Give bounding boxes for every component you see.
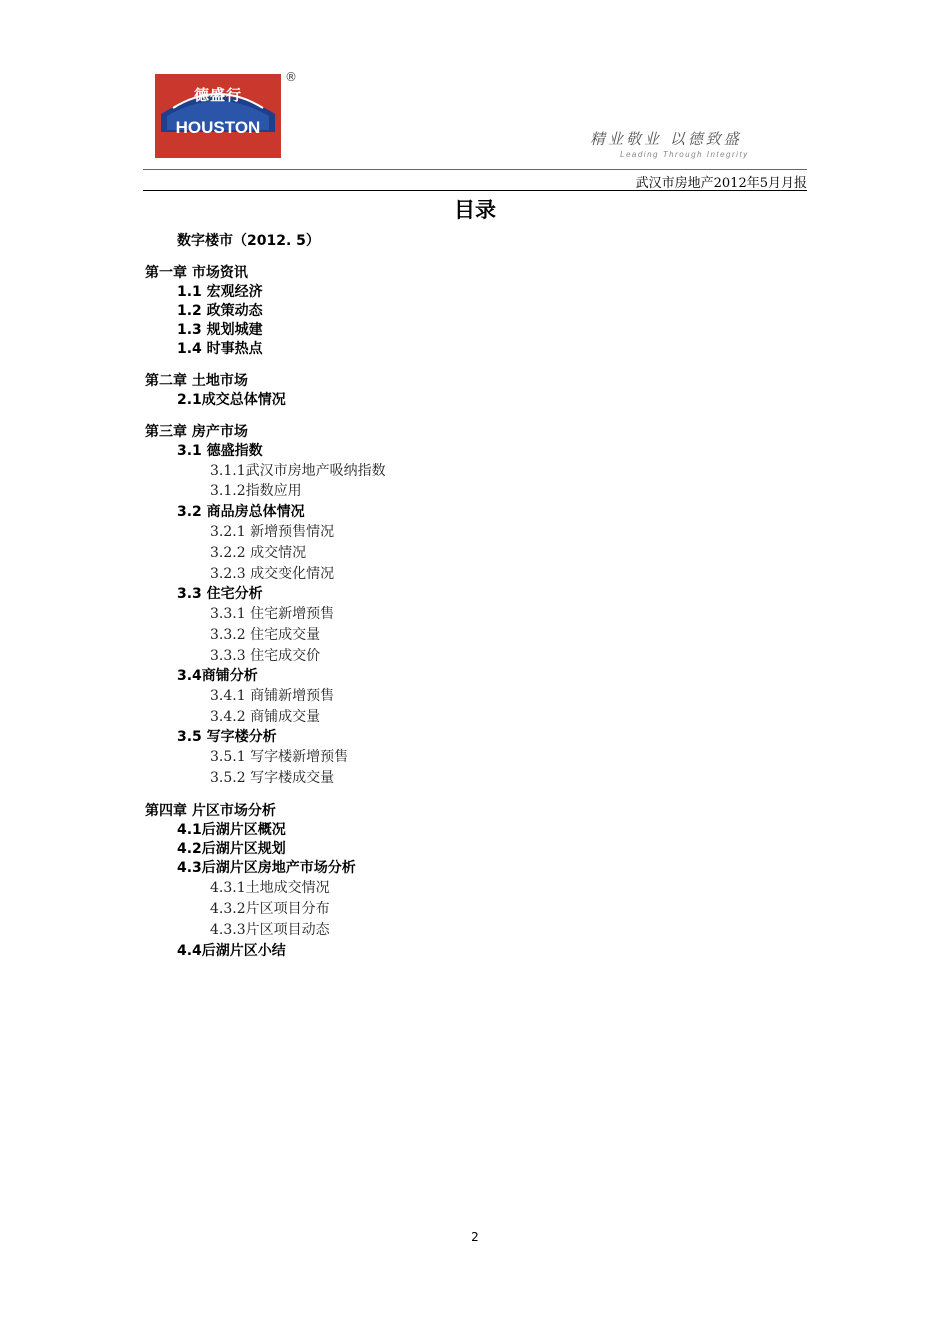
toc-entry-label: 3.5.2 写字楼成交量 (210, 770, 335, 786)
toc-entry-label: 第二章 土地市场 (145, 373, 248, 389)
toc-entry-label: 3.1.1武汉市房地产吸纳指数 (210, 463, 386, 479)
toc-entry-label: 2.1成交总体情况 (177, 392, 286, 408)
toc-entry-label: 第三章 房产市场 (145, 424, 248, 440)
toc-entry-label: 第一章 市场资讯 (145, 265, 248, 281)
toc-entry-label: 第四章 片区市场分析 (145, 803, 276, 819)
toc-entry-label: 3.5.1 写字楼新增预售 (210, 749, 349, 765)
toc-entry-label: 4.2后湖片区规划 (177, 841, 286, 857)
toc-entry-label: 3.3.3 住宅成交价 (210, 648, 321, 664)
toc-entry-label: 4.4后湖片区小结 (177, 943, 286, 959)
toc-entry-label: 3.3.2 住宅成交量 (210, 627, 321, 643)
page-number: 2 (471, 1230, 479, 1244)
toc-entry-label: 3.4.1 商铺新增预售 (210, 688, 335, 704)
toc-entry-label: 4.3.3片区项目动态 (210, 922, 330, 938)
registered-mark: ® (285, 70, 297, 84)
logo-chinese-name: 德盛行 (193, 86, 242, 104)
toc-entry-label: 3.3 住宅分析 (177, 586, 263, 602)
header-rule-thick (143, 190, 807, 191)
toc-entry-label: 3.2.3 成交变化情况 (210, 566, 335, 582)
toc-entry-label: 3.2.2 成交情况 (210, 545, 307, 561)
toc-entry-label: 4.1后湖片区概况 (177, 822, 286, 838)
report-header: 武汉市房地产2012年5月月报 (635, 176, 807, 191)
toc-entry-label: 3.2.1 新增预售情况 (210, 524, 335, 540)
toc-entry-label: 3.2 商品房总体情况 (177, 504, 305, 520)
toc-title: 目录 (454, 198, 496, 222)
toc-entry-label: 1.1 宏观经济 (177, 284, 263, 300)
toc-entry-label: 3.5 写字楼分析 (177, 729, 277, 745)
toc-entry-label: 4.3.1土地成交情况 (210, 880, 330, 896)
toc-entry-label: 3.4商铺分析 (177, 668, 258, 684)
toc-entry-label: 3.1.2指数应用 (210, 483, 302, 499)
toc-entry-label: 1.4 时事热点 (177, 341, 263, 357)
toc-entry-label: 3.4.2 商铺成交量 (210, 709, 321, 725)
toc-entry-label: 4.3.2片区项目分布 (210, 901, 330, 917)
toc-entry-label: 3.3.1 住宅新增预售 (210, 606, 335, 622)
toc-entry-label: 数字楼市（2012. 5） (177, 233, 320, 249)
slogan-english: Leading Through Integrity (620, 150, 749, 159)
toc-entry-label: 1.3 规划城建 (177, 322, 263, 338)
toc-entry-label: 3.1 德盛指数 (177, 443, 263, 459)
toc-entry-label: 1.2 政策动态 (177, 303, 263, 319)
houston-logo (155, 74, 281, 158)
header-rule-thin (143, 169, 807, 170)
toc-entry-label: 4.3后湖片区房地产市场分析 (177, 860, 356, 876)
logo-english-name: HOUSTON (175, 118, 261, 137)
slogan-chinese: 精业敬业 以德致盛 (590, 130, 742, 148)
